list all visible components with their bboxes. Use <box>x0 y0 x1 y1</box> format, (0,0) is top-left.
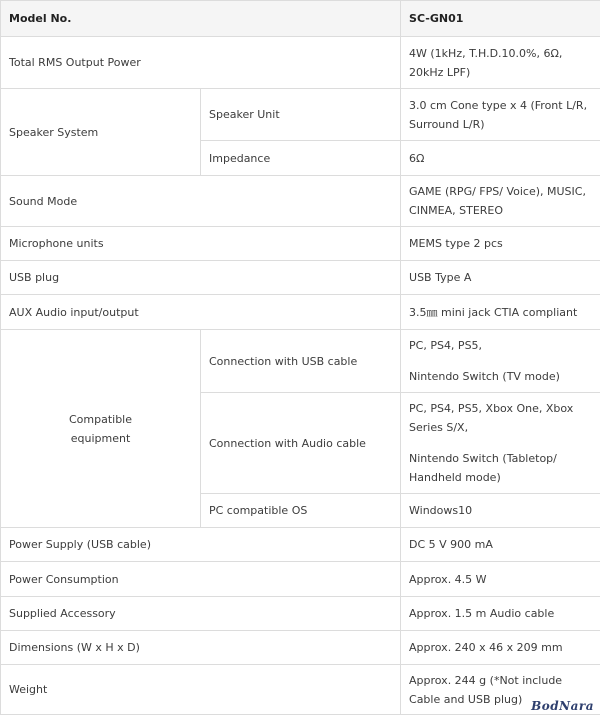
spec-value: 3.0 cm Cone type x 4 (Front L/R, Surround L/R) <box>401 89 600 141</box>
spec-value: Approx. 1.5 m Audio cable <box>401 597 600 631</box>
spec-value: Approx. 244 g (*Not include Cable and USB plug) <box>401 665 600 715</box>
table-row <box>1 631 600 665</box>
table-row <box>1 37 600 89</box>
model-no-value: SC-GN01 <box>401 1 600 37</box>
spec-value-line: PC, PS4, PS5, <box>409 339 483 352</box>
spec-value: GAME (RPG/ FPS/ Voice), MUSIC, CINMEA, STEREO <box>401 176 600 227</box>
table-row <box>1 227 600 261</box>
table-row <box>1 295 600 330</box>
table-row <box>1 665 600 715</box>
table-row <box>1 261 600 295</box>
spec-value: 6Ω <box>401 141 600 176</box>
spec-value: 3.5㎜ mini jack CTIA compliant <box>401 295 600 330</box>
spec-label: Power Consumption <box>1 562 401 597</box>
spec-value-line: Nintendo Switch (Tabletop/ Handheld mode) <box>409 452 557 484</box>
spec-value: 4W (1kHz, T.H.D.10.0%, 6Ω, 20kHz LPF) <box>401 37 600 89</box>
spec-label: Microphone units <box>1 227 401 261</box>
spec-label: Sound Mode <box>1 176 401 227</box>
table-row <box>1 176 600 227</box>
table-row <box>1 330 600 393</box>
table-row <box>1 89 600 141</box>
spec-value-line: Nintendo Switch (TV mode) <box>409 370 560 383</box>
spec-value: Windows10 <box>401 494 600 528</box>
table-row <box>1 562 600 597</box>
table-row <box>1 597 600 631</box>
header-row <box>1 1 600 37</box>
spec-sublabel: Connection with Audio cable <box>201 393 401 494</box>
spec-sublabel: PC compatible OS <box>201 494 401 528</box>
spec-value: MEMS type 2 pcs <box>401 227 600 261</box>
spec-label: Power Supply (USB cable) <box>1 528 401 562</box>
spec-value <box>401 330 600 393</box>
spec-label: USB plug <box>1 261 401 295</box>
model-no-label: Model No. <box>1 1 401 37</box>
spec-value-line: PC, PS4, PS5, Xbox One, Xbox Series S/X, <box>409 402 574 434</box>
spec-label: Supplied Accessory <box>1 597 401 631</box>
spec-label: Dimensions (W x H x D) <box>1 631 401 665</box>
watermark-logo: BodNara <box>531 699 594 713</box>
spec-label: Compatible equipment <box>1 330 201 528</box>
spec-label: Weight <box>1 665 401 715</box>
spec-label: Speaker System <box>1 89 201 176</box>
spec-label: AUX Audio input/output <box>1 295 401 330</box>
spec-sublabel: Impedance <box>201 141 401 176</box>
spec-sublabel: Connection with USB cable <box>201 330 401 393</box>
spec-value: DC 5 V 900 mA <box>401 528 600 562</box>
spec-value <box>401 393 600 494</box>
spec-value: Approx. 4.5 W <box>401 562 600 597</box>
table-row <box>1 528 600 562</box>
spec-label: Total RMS Output Power <box>1 37 401 89</box>
spec-sublabel: Speaker Unit <box>201 89 401 141</box>
spec-value: USB Type A <box>401 261 600 295</box>
spec-value: Approx. 240 x 46 x 209 mm <box>401 631 600 665</box>
